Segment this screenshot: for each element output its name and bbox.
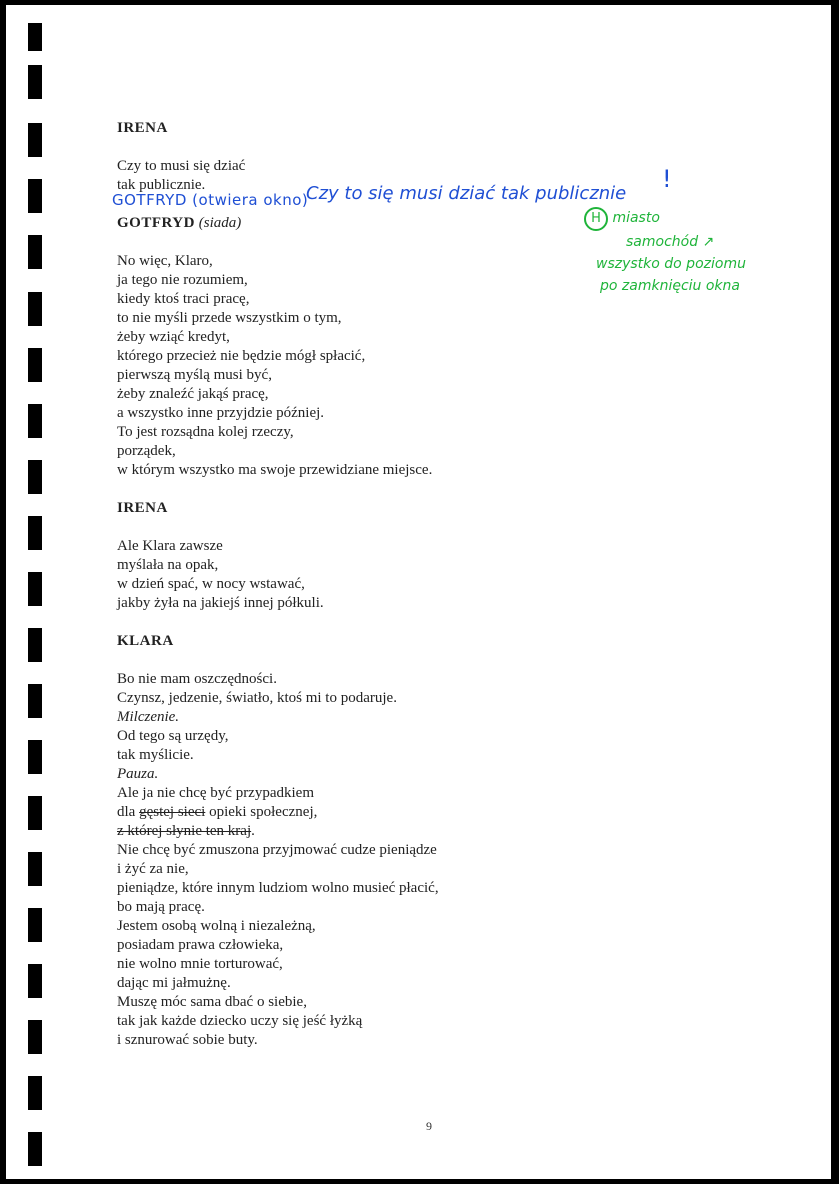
line: kiedy ktoś traci pracę, [117, 291, 250, 307]
binding-mark [28, 908, 42, 942]
binding-mark [28, 572, 42, 606]
binding-mark [28, 348, 42, 382]
binding-mark [28, 404, 42, 438]
line: Nie chcę być zmuszona przyjmować cudze pieniądze [117, 842, 437, 858]
line: a wszystko inne przyjdzie później. [117, 405, 325, 421]
scanned-page [6, 5, 831, 1179]
speaker-with-direction: GOTFRYD (siada) [117, 215, 242, 231]
binding-mark [28, 460, 42, 494]
line: w którym wszystko ma swoje przewidziane miejsce. [117, 462, 433, 478]
line: Ale Klara zawsze [117, 538, 223, 554]
stage-direction: Milczenie. [117, 709, 180, 725]
binding-mark [28, 65, 42, 99]
binding-mark [28, 23, 42, 51]
line-with-strike: dla gęstej sieci opieki społecznej, [117, 804, 318, 820]
binding-mark [28, 1076, 42, 1110]
handwritten-exclamation: ! [662, 165, 672, 193]
speaker-name: IRENA [117, 120, 168, 136]
line: No więc, Klaro, [117, 253, 213, 269]
line: w dzień spać, w nocy wstawać, [117, 576, 305, 592]
line: Jestem osobą wolną i niezależną, [117, 918, 316, 934]
green-line-2: samochód ↗ [626, 234, 715, 250]
line: posiadam prawa człowieka, [117, 937, 284, 953]
line: Ale ja nie chcę być przypadkiem [117, 785, 314, 801]
line: dając mi jałmużnę. [117, 975, 231, 991]
struck-line: z której słynie ten kraj. [117, 823, 255, 839]
page-number: 9 [426, 1119, 432, 1133]
handwritten-gotfryd-note: GOTFRYD (otwiera okno) [112, 191, 309, 209]
binding-mark [28, 516, 42, 550]
green-line-4: po zamknięciu okna [600, 278, 740, 294]
line: Bo nie mam oszczędności. [117, 671, 277, 687]
line: bo mają pracę. [117, 899, 205, 915]
binding-mark [28, 684, 42, 718]
green-line-1: H miasto [578, 207, 823, 231]
script-text [117, 119, 677, 1050]
line: Muszę móc sama dbać o siebie, [117, 994, 307, 1010]
line: to nie myśli przede wszystkim o tym, [117, 310, 342, 326]
binding-mark [28, 852, 42, 886]
line: i żyć za nie, [117, 861, 189, 877]
line: żeby znaleźć jakąś pracę, [117, 386, 269, 402]
line: myślała na opak, [117, 557, 219, 573]
line: jakby żyła na jakiejś innej półkuli. [117, 595, 324, 611]
binding-mark [28, 1132, 42, 1166]
line: To jest rozsądna kolej rzeczy, [117, 424, 294, 440]
binding-mark [28, 235, 42, 269]
binding-mark [28, 292, 42, 326]
binding-mark [28, 740, 42, 774]
line: którego przecież nie będzie mógł spłacić, [117, 348, 366, 364]
line: tak publicznie. [117, 177, 206, 193]
binding-mark [28, 1020, 42, 1054]
line: nie wolno mnie torturować, [117, 956, 283, 972]
stage-direction: Pauza. [117, 766, 159, 782]
line: Czynsz, jedzenie, światło, ktoś mi to podaruje. [117, 690, 397, 706]
speaker-name: IRENA [117, 500, 168, 516]
line: Od tego są urzędy, [117, 728, 229, 744]
line: tak jak każde dziecko uczy się jeść łyżką [117, 1013, 363, 1029]
line: pieniądze, które innym ludziom wolno musieć płacić, [117, 880, 439, 896]
handwritten-blue-line: Czy to się musi dziać tak publicznie [306, 183, 627, 204]
binding-mark [28, 179, 42, 213]
binding-mark [28, 123, 42, 157]
line: ja tego nie rozumiem, [117, 272, 248, 288]
line: Czy to musi się dziać [117, 158, 246, 174]
binding-mark [28, 964, 42, 998]
line: żeby wziąć kredyt, [117, 329, 230, 345]
green-line-3: wszystko do poziomu [596, 256, 746, 272]
line: porządek, [117, 443, 176, 459]
binding-mark [28, 628, 42, 662]
speaker-name: KLARA [117, 633, 174, 649]
line: i sznurować sobie buty. [117, 1032, 258, 1048]
line: tak myślicie. [117, 747, 194, 763]
binding-mark [28, 796, 42, 830]
line: pierwszą myślą musi być, [117, 367, 272, 383]
